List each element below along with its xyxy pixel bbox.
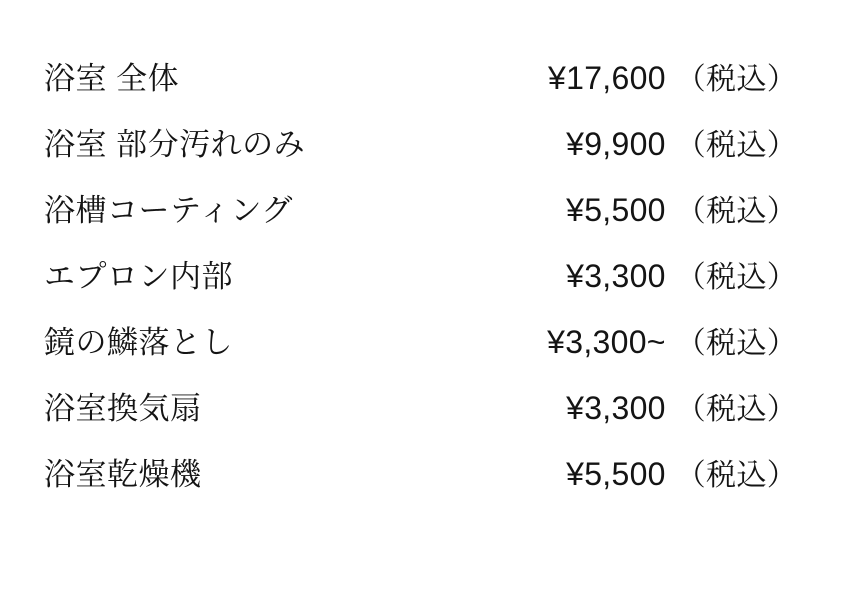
price-group	[480, 326, 797, 359]
price-amount: ¥9,900	[566, 126, 666, 162]
price-group	[480, 194, 797, 227]
service-name: 浴室 部分汚れのみ	[44, 127, 306, 162]
price-row	[44, 458, 797, 524]
price-amount: ¥5,500	[566, 456, 666, 492]
price-group	[480, 128, 797, 161]
price-group	[480, 62, 797, 95]
price-amount: ¥3,300	[566, 258, 666, 294]
service-name: 浴室 全体	[44, 61, 180, 96]
service-name: エプロン内部	[44, 259, 233, 294]
price-row	[44, 128, 797, 194]
service-name: 鏡の鱗落とし	[44, 325, 233, 360]
tax-note: （税込）	[675, 195, 797, 228]
service-name: 浴室乾燥機	[44, 457, 202, 492]
price-amount: ¥17,600	[548, 60, 666, 96]
price-row	[44, 260, 797, 326]
price-row	[44, 62, 797, 128]
tax-note: （税込）	[675, 261, 797, 294]
price-amount: ¥5,500	[566, 192, 666, 228]
service-name: 浴室換気扇	[44, 391, 202, 426]
price-row	[44, 326, 797, 392]
service-name: 浴槽コーティング	[44, 193, 293, 228]
tax-note: （税込）	[675, 129, 797, 162]
price-amount: ¥3,300	[566, 390, 666, 426]
price-row	[44, 392, 797, 458]
price-group	[480, 458, 797, 491]
price-row	[44, 194, 797, 260]
tax-note: （税込）	[675, 459, 797, 492]
tax-note: （税込）	[675, 63, 797, 96]
tax-note: （税込）	[675, 393, 797, 426]
price-amount: ¥3,300~	[547, 324, 666, 360]
price-group	[480, 260, 797, 293]
price-group	[480, 392, 797, 425]
tax-note: （税込）	[675, 327, 797, 360]
